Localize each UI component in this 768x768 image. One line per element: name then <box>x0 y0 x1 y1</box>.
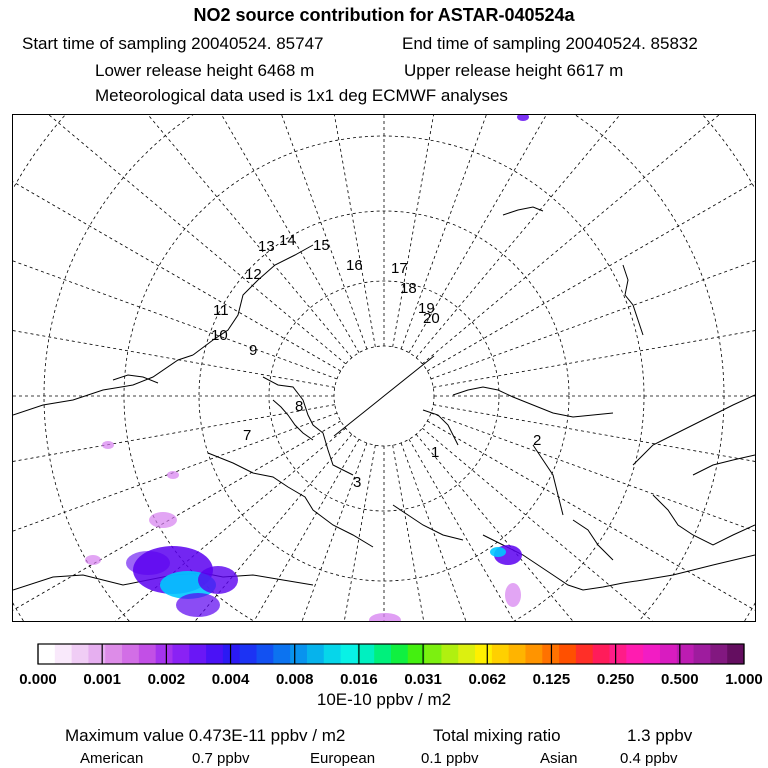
meridian-line <box>427 421 755 621</box>
colorbar-segment <box>240 644 257 664</box>
colorbar-segment <box>610 644 627 664</box>
coastline-segment <box>483 535 755 590</box>
trajectory-label: 14 <box>279 232 296 249</box>
asian-value: 0.4 ppbv <box>620 750 678 767</box>
plume-blob <box>167 471 179 479</box>
trajectory-label: 10 <box>211 327 228 344</box>
colorbar-segment <box>223 644 240 664</box>
latitude-circle <box>13 115 755 621</box>
plume-blob <box>126 551 170 575</box>
lower-release-label: Lower release height 6468 m <box>95 61 315 80</box>
meridian-line <box>416 434 755 621</box>
colorbar-segment <box>38 644 55 664</box>
meridian-line <box>401 443 692 621</box>
colorbar-segment <box>55 644 72 664</box>
coastline-segment <box>393 505 463 540</box>
colorbar-segment <box>290 644 307 664</box>
polar-map <box>12 114 756 622</box>
colorbar-segment <box>139 644 156 664</box>
colorbar-tick-label: 0.125 <box>532 671 571 688</box>
meridian-line <box>76 443 367 621</box>
colorbar-tick-label: 0.008 <box>275 671 314 688</box>
colorbar-segment <box>626 644 643 664</box>
lat-lon-grid <box>13 115 755 621</box>
map-canvas <box>13 115 755 621</box>
colorbar-segment <box>307 644 324 664</box>
plume-blob <box>102 441 114 449</box>
trajectory-label: 7 <box>243 427 252 444</box>
colorbar-segment <box>172 644 189 664</box>
trajectory-label: 12 <box>245 266 262 283</box>
colorbar-segment <box>525 644 542 664</box>
colorbar-tick-label: 0.004 <box>211 671 250 688</box>
european-value: 0.1 ppbv <box>421 750 479 767</box>
colorbar-segment <box>643 644 660 664</box>
american-value: 0.7 ppbv <box>192 750 250 767</box>
trajectory-label: 11 <box>213 302 229 319</box>
meridian-line <box>416 115 755 358</box>
colorbar-segment <box>458 644 475 664</box>
colorbar-segment <box>357 644 374 664</box>
trajectory-label: 16 <box>346 257 363 274</box>
coastline-segment <box>693 455 755 475</box>
trajectory-label: 17 <box>391 260 408 277</box>
colorbar-tick-label: 0.062 <box>468 671 507 688</box>
plume-blob <box>149 512 177 528</box>
upper-release-label: Upper release height 6617 m <box>404 61 624 80</box>
coastline-segment <box>653 495 755 545</box>
coastline-segment <box>633 395 755 465</box>
colorbar <box>0 640 768 690</box>
trajectory-label: 20 <box>423 310 440 327</box>
colorbar-segment <box>559 644 576 664</box>
colorbar-tick-label: 0.000 <box>19 671 57 688</box>
colorbar-segment <box>492 644 509 664</box>
meridian-line <box>433 240 755 388</box>
meridian-line <box>409 439 755 621</box>
trajectory-labels <box>211 232 541 491</box>
plume-blob <box>198 566 238 594</box>
coastline-segment <box>423 410 458 445</box>
colorbar-segment <box>425 644 442 664</box>
plume-blob <box>85 555 101 565</box>
colorbar-segment <box>206 644 223 664</box>
colorbar-segment <box>122 644 139 664</box>
meridian-line <box>409 115 755 353</box>
colorbar-tick-label: 0.016 <box>340 671 378 688</box>
latitude-circle <box>13 115 755 621</box>
colorbar-segment <box>576 644 593 664</box>
met-data-label: Meteorological data used is 1x1 deg ECMWF analyses <box>95 86 508 105</box>
trajectory-label: 13 <box>258 238 275 255</box>
colorbar-segment <box>509 644 526 664</box>
asian-region-label: Asian <box>540 750 578 767</box>
trajectory-label: 15 <box>313 237 330 254</box>
coastline-segment <box>263 377 353 475</box>
colorbar-tick-label: 0.001 <box>83 671 121 688</box>
colorbar-segment <box>88 644 105 664</box>
meridian-line <box>433 405 755 553</box>
meridian-line <box>422 428 755 621</box>
colorbar-segment <box>324 644 341 664</box>
colorbar-segment <box>694 644 711 664</box>
colorbar-segment <box>156 644 173 664</box>
plume-blob <box>369 613 401 621</box>
coastline-segment <box>533 445 563 515</box>
colorbar-segment <box>391 644 408 664</box>
total-mixing-ratio-label: Total mixing ratio <box>433 726 561 745</box>
colorbar-segment <box>727 644 744 664</box>
trajectory-label: 2 <box>533 432 542 449</box>
colorbar-segment <box>374 644 391 664</box>
colorbar-segment <box>273 644 290 664</box>
latitude-circle <box>44 115 724 621</box>
plume-blob <box>176 593 220 617</box>
start-time-label: Start time of sampling 20040524. 85747 <box>22 34 324 53</box>
colorbar-tick-label: 1.000 <box>725 671 763 688</box>
coastline-segment <box>113 375 158 383</box>
plume-blob <box>505 583 521 607</box>
colorbar-unit-label: 10E-10 ppbv / m2 <box>316 690 452 709</box>
coastline-segment <box>623 265 643 335</box>
meridian-line <box>422 115 755 364</box>
colorbar-segment <box>257 644 274 664</box>
coastline-segment <box>13 355 193 415</box>
colorbar-segment <box>475 644 492 664</box>
plume-blob <box>490 547 506 557</box>
colorbar-segment <box>189 644 206 664</box>
colorbar-segment <box>341 644 358 664</box>
meridian-line <box>13 115 346 364</box>
meridian-line <box>427 115 755 371</box>
chart-title: NO2 source contribution for ASTAR-040524a <box>193 5 575 25</box>
total-mixing-ratio-value: 1.3 ppbv <box>627 726 693 745</box>
trajectory-label: 19 <box>418 300 435 317</box>
american-region-label: American <box>80 750 144 767</box>
colorbar-segment <box>710 644 727 664</box>
colorbar-segment <box>441 644 458 664</box>
colorbar-segment <box>593 644 610 664</box>
trajectory-label: 18 <box>400 280 417 297</box>
trajectory-label: 1 <box>431 444 440 461</box>
coastline-segment <box>208 453 373 547</box>
meridian-line <box>431 413 755 621</box>
meridian-line <box>13 115 359 353</box>
colorbar-tick-label: 0.031 <box>404 671 442 688</box>
trajectory-label: 3 <box>353 474 362 491</box>
plume-blob <box>517 115 529 121</box>
coastline-segment <box>573 520 613 560</box>
trajectory-label: 8 <box>295 398 304 415</box>
colorbar-segment <box>660 644 677 664</box>
colorbar-segment <box>105 644 122 664</box>
end-time-label: End time of sampling 20040524. 85832 <box>402 34 698 53</box>
colorbar-tick-label: 0.002 <box>147 671 186 688</box>
colorbar-tick-label: 0.250 <box>596 671 635 688</box>
trajectory-label: 9 <box>249 342 258 359</box>
colorbar-segment <box>72 644 89 664</box>
max-value-text: Maximum value 0.473E-11 ppbv / m2 <box>65 726 346 745</box>
meridian-line <box>13 115 352 358</box>
pole-cross-line <box>334 356 434 436</box>
colorbar-tick-label: 0.500 <box>661 671 699 688</box>
european-region-label: European <box>310 750 376 767</box>
meridian-line <box>401 115 692 349</box>
meridian-line <box>13 240 335 388</box>
